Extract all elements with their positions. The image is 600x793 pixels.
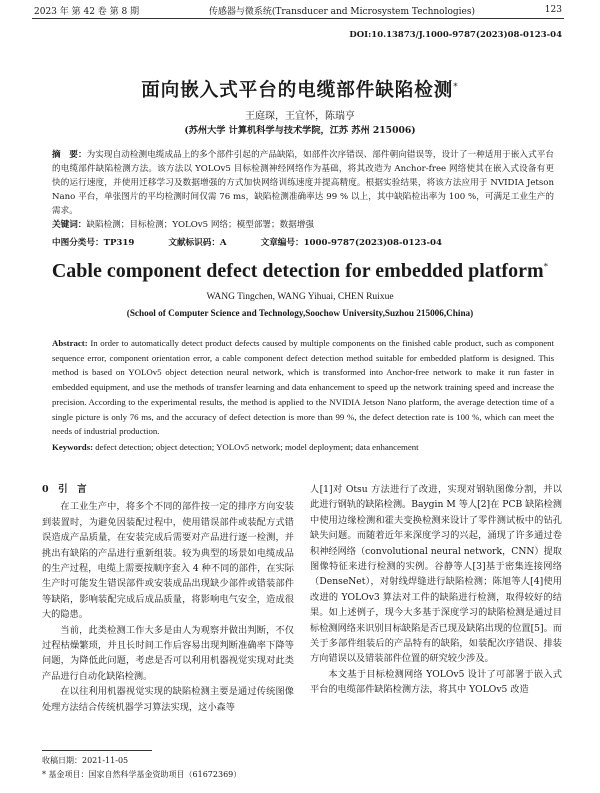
clc-number: 中图分类号：TP319 bbox=[52, 238, 135, 248]
keywords-cn: 缺陷检测；目标检测；YOLOv5 网络；模型部署；数据增强 bbox=[86, 220, 314, 230]
footnote-rule bbox=[42, 750, 152, 751]
fund-note: * 基金项目：国家自然科学基金资助项目（61672369） bbox=[42, 770, 242, 779]
keywords-en: defect detection; object detection; YOLOv5 network; model deployment; data enhancement bbox=[95, 442, 419, 452]
title-footnote-mark: * bbox=[453, 81, 459, 92]
abstract-english bbox=[52, 336, 554, 439]
keywords-english bbox=[52, 442, 554, 452]
title-chinese bbox=[0, 76, 600, 102]
document-code: 文献标识码：A bbox=[168, 238, 227, 248]
running-header bbox=[34, 2, 562, 18]
paragraph: 人[1]对 Otsu 方法进行了改进，实现对钢轨图像分割，并以此进行钢轨的缺陷检测。Baygin M 等人[2]在 PCB 缺陷检测中使用边缘检测和霍夫变换检测来设计了零件测试板中的钻孔缺失问题。而随着近年来深度学习的兴起，涌现了许多通过卷积神经网络（convolutional neural network，CNN）提取图像特征来进行检测的实例。谷静等人[3]基于密集连接网络（DenseNet），对射线焊缝进行缺陷检测；陈旭等人[4]使用改进的 YOLOv3 算法对工件的缺陷进行检测，取得较好的结果。如上述例子，现今大多基于深度学习的缺陷检测是通过目标检测网络来识别目标缺陷是否已现及缺陷出现的位置[5]。而关于多部件组装后的产品特有的缺陷，如装配次序错误、排装方向错误以及错装部件位置的研究较少涉及。 bbox=[310, 484, 562, 665]
abstract-label-en: Abstract: bbox=[52, 338, 88, 348]
authors-chinese: 王庭琛，王宜怀，陈瑞亨 bbox=[245, 111, 355, 122]
title-en-footnote-mark: * bbox=[543, 261, 549, 272]
keywords-label-cn: 关键词： bbox=[52, 220, 87, 230]
paragraph: 本文基于目标检测网络 YOLOv5 设计了可部署于嵌入式平台的电缆部件缺陷检测方法，将其中 YOLOv5 改造 bbox=[310, 668, 562, 696]
authors-english: WANG Tingchen, WANG Yihuai, CHEN Ruixue bbox=[206, 292, 394, 302]
keywords-label-en: Keywords: bbox=[52, 442, 94, 452]
page-number: 123 bbox=[544, 5, 562, 15]
paragraph: 在工业生产中，将多个不同的部件按一定的排序方向安装到装置时，为避免因装配过程中，使用错误部件或装配方式错误造成产品质量，在安装完成后需要对产品进行逐一检测，并挑出有缺陷的产品进行重新组装。较为典型的场景如电缆成品的生产过程，电缆上需要按顺序套入 4 种不同的部件，在实际生产时可能发生错误部件或安装成品出现缺少部件或错装部件等缺陷，影响装配完成后成品质量，将影响电气安全，造成很大的隐患。 bbox=[42, 501, 294, 621]
header-rule bbox=[32, 18, 564, 19]
body-column-left bbox=[42, 482, 294, 715]
body-column-right bbox=[310, 482, 562, 698]
title-english bbox=[0, 260, 600, 283]
affiliation-english: (School of Computer Science and Technology,Soochow University,Suzhou 215006,China) bbox=[126, 308, 474, 318]
journal-issue: 2023 年 第 42 卷 第 8 期 bbox=[34, 6, 140, 17]
affiliation-chinese: (苏州大学 计算机科学与技术学院，江苏 苏州 215006) bbox=[184, 125, 416, 136]
abstract-chinese bbox=[52, 148, 554, 232]
article-number: 文章编号：1000-9787(2023)08-0123-04 bbox=[260, 238, 442, 248]
paragraph: 当前，此类检测工作大多是由人为观察并做出判断，不仅过程枯燥繁琐，并且长时间工作后容易出现判断准确率下降等问题，为降低此问题，考虑是否可以利用机器视觉实现对此类产品进行自动化缺陷检测。 bbox=[42, 624, 294, 682]
section-heading: 0 引 言 bbox=[42, 484, 87, 495]
abstract-text-cn: 为实现自动检测电缆成品上的多个部件引起的产品缺陷，如部件次序错误、部件朝向错误等，设计了一种适用于嵌入式平台的电缆部件缺陷检测方法。该方法以 YOLOv5 目标检测神经网络作为基础，将其改造为 Anchor-free 网络使其在嵌入式设备有更快的运行速度，并使用迁移学习及数据增强的方式加快网络训练速度并提高精度。根据实验结果，将该方法应用于 NVIDIA Jetson Nano 平台，单张图片的平均检测时间仅需 76 ms，缺陷检测准确率达 99 % 以上，其中缺陷检出率为 100 %，可满足工业生产的需求。 bbox=[52, 150, 554, 216]
paragraph: 在以往利用机器视觉实现的缺陷检测主要是通过传统图像处理方法结合传统机器学习算法实现，这小森等 bbox=[42, 686, 294, 713]
abstract-text-en: In order to automatically detect product defects caused by multiple components on the finished cable product, such as component sequence error, component orientation error, a cable component defect detection method suitable for embedded platform is designed. This method is based on YOLOv5 object detection neural network, which is transformed into Anchor-free network to make it run faster in embedded equipment, and use the methods of transfer learning and data enhancement to speed up the network training speed and increase the precision. According to the experimental results, the method is applied to the NVIDIA Jetson Nano platform, the average detection time of a single picture is only 76 ms, and the accuracy of defect detection is more than 99 %, the defect detection rate is 100 %, which can meet the needs of industrial production. bbox=[52, 338, 554, 437]
journal-name: 传感器与微系统(Transducer and Microsystem Technologies) bbox=[208, 6, 475, 17]
abstract-label-cn: 摘 要： bbox=[52, 150, 87, 160]
doi: DOI:10.13873/J.1000-9787(2023)08-0123-04 bbox=[349, 30, 562, 40]
title-english-text: Cable component defect detection for embedded platform bbox=[51, 260, 544, 282]
title-chinese-text: 面向嵌入式平台的电缆部件缺陷检测 bbox=[141, 80, 454, 101]
received-date: 收稿日期：2021-11-05 bbox=[42, 756, 129, 765]
classification-row bbox=[52, 236, 554, 248]
